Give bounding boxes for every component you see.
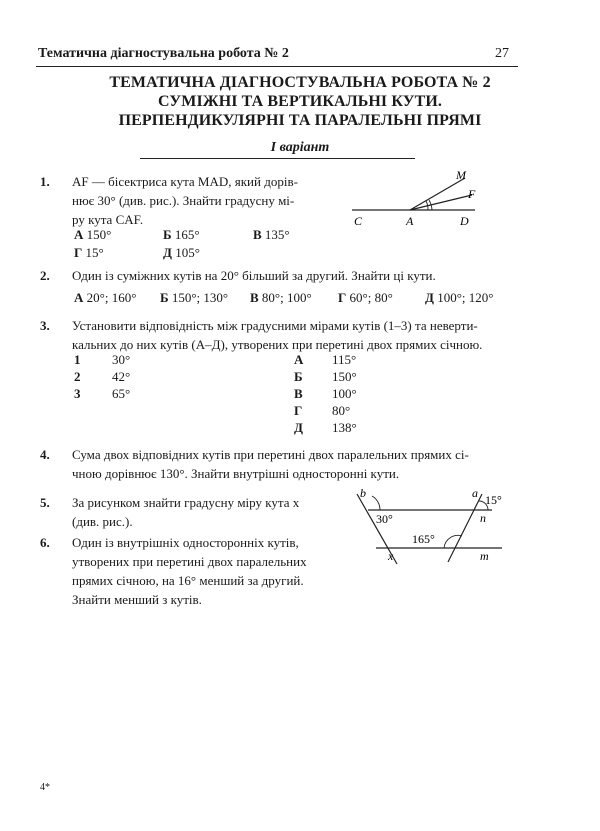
task-5-figure [352,488,512,568]
task-2-text [72,266,512,285]
task-6-line: Один із внутрішніх односторонніх кутів, [72,535,299,550]
task-4-line: чною дорівнює 130°. Знайти внутрішні односторонні кути. [72,466,400,481]
label-n: n [480,511,486,525]
task-1-line: нює 30° (див. рис.). Знайти градусну мі- [72,193,295,208]
task-3-left-key-2: 2 [74,369,81,384]
task-3-left-value-3: 65° [112,386,131,401]
task-2-number: 2. [40,268,50,283]
task-4-number: 4. [40,447,50,462]
task-1-figure [350,168,480,230]
task-2-option-g: Г 60°; 80° [338,290,393,305]
task-3-line: Установити відповідність між градусними мірами кутів (1–3) та неверти- [72,318,478,333]
label-a: a [472,486,478,500]
task-2-option-d: Д 100°; 120° [425,290,494,305]
label-a: A [406,214,414,228]
label-30-degrees: 30° [376,512,393,526]
label-c: C [354,214,363,228]
task-2-option-b: Б 150°; 130° [160,290,229,305]
task-5-line: (див. рис.). [72,514,133,529]
page-number: 27 [495,46,509,61]
task-1-number: 1. [40,174,50,189]
task-5-text [72,493,362,531]
task-3-number: 3. [40,318,50,333]
task-6-line: прямих січною, на 16° менший за другий. [72,573,304,588]
task-4-text [72,445,522,483]
task-3-right-value-b: 150° [332,369,357,384]
task-3-left-value-2: 42° [112,369,131,384]
task-3-left-value-1: 30° [112,352,131,367]
task-1-option-v: В 135° [253,227,290,242]
task-5-number: 5. [40,495,50,510]
task-3-line: кальних до них кутів (А–Д), утворених при перетині двох прямих січною. [72,337,483,352]
label-m: m [480,549,489,563]
task-1-option-d: Д 105° [163,245,200,260]
task-3-left-key-1: 1 [74,352,81,367]
label-x: x [388,549,394,563]
task-6-line: утворених при перетині двох паралельних [72,554,307,569]
label-d: D [460,214,469,228]
label-b: b [360,486,366,500]
task-3-text [72,316,522,354]
variant-rule [140,158,415,159]
footer-mark: 4* [40,782,50,793]
task-3-right-value-v: 100° [332,386,357,401]
task-3-right-key-b: Б [294,369,303,384]
angle-arc [372,496,380,510]
header-rule [36,66,518,67]
task-1-text [72,172,357,229]
task-1-option-g: Г 15° [74,245,104,260]
task-5-line: За рисунком знайти градусну міру кута x [72,495,300,510]
task-3-right-key-d: Д [294,420,303,435]
task-6-number: 6. [40,535,50,550]
task-3-right-value-d: 138° [332,420,357,435]
task-2-option-a: А 20°; 160° [74,290,137,305]
task-1-line: ру кута CAF. [72,212,144,227]
task-2-option-v: В 80°; 100° [250,290,312,305]
ray-am [410,178,465,210]
task-1-line: AF — бісектриса кута MAD, який дорів- [72,174,298,189]
task-3-right-key-a: А [294,352,304,367]
label-15-degrees: 15° [485,493,502,507]
task-3-right-key-v: В [294,386,303,401]
label-f: F [468,187,476,201]
page-title-line-3: ПЕРПЕНДИКУЛЯРНІ ТА ПАРАЛЕЛЬНІ ПРЯМІ [118,112,482,129]
task-3-right-key-g: Г [294,403,303,418]
task-3-right-value-g: 80° [332,403,351,418]
task-2-line: Один із суміжних кутів на 20° більший за другий. Знайти ці кути. [72,268,436,283]
task-1-option-b: Б 165° [163,227,200,242]
task-3-right-value-a: 115° [332,352,357,367]
line-a [448,494,482,562]
variant-heading: I варіант [270,140,330,155]
label-m: M [456,168,466,182]
task-4-line: Сума двох відповідних кутів при перетині двох паралельних прямих сі- [72,447,469,462]
page-title-line-2: СУМІЖНІ ТА ВЕРТИКАЛЬНІ КУТИ. [157,93,443,110]
task-3-left-key-3: 3 [74,386,81,401]
ray-af [410,195,472,210]
page-title-line-1: ТЕМАТИЧНА ДІАГНОСТУВАЛЬНА РОБОТА № 2 [109,74,491,91]
task-6-text [72,533,362,609]
task-6-line: Знайти менший з кутів. [72,592,202,607]
running-header: Тематична діагностувальна робота № 2 [38,46,289,61]
angle-arc [444,535,462,548]
task-1-option-a: А 150° [74,227,112,242]
label-165-degrees: 165° [412,532,435,546]
